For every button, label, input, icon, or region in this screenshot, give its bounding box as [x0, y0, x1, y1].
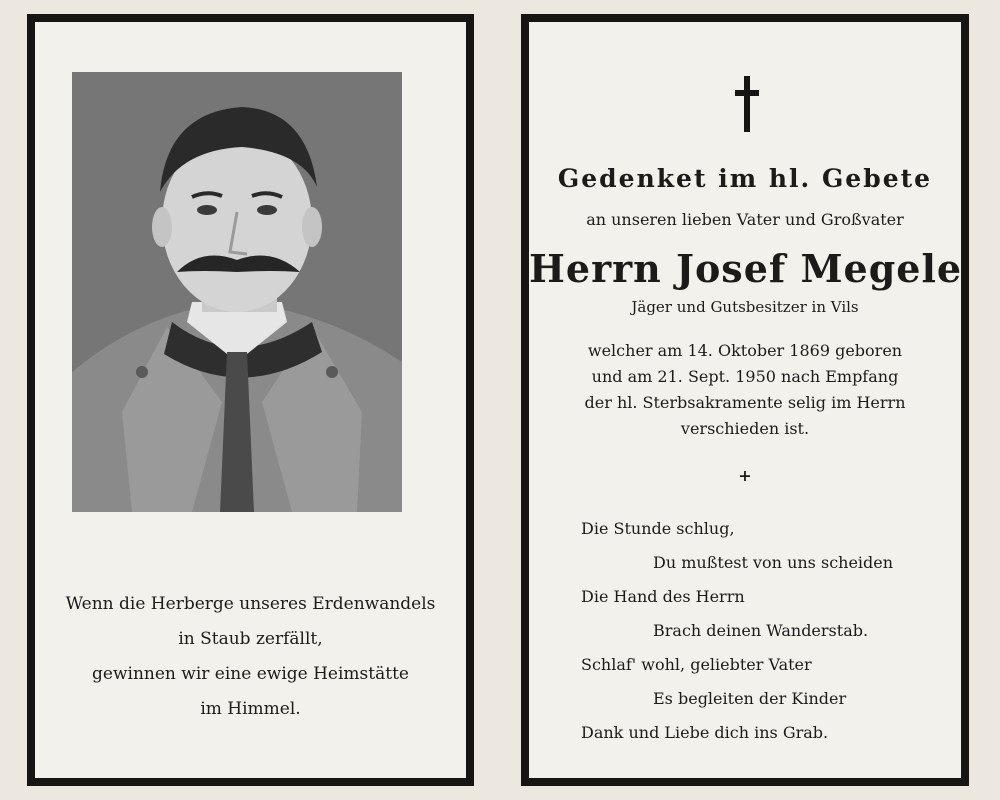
portrait-photo	[72, 72, 402, 512]
poem-line: Die Stunde schlug,	[581, 519, 735, 538]
left-card	[27, 14, 474, 786]
verse-line: Wenn die Herberge unseres Erdenwandels	[65, 594, 436, 614]
poem-line: Brach deinen Wanderstab.	[653, 621, 869, 640]
right-card	[521, 14, 969, 786]
heading: Gedenket im hl. Gebete	[557, 164, 933, 193]
occupation: Jäger und Gutsbesitzer in Vils	[631, 298, 859, 316]
poem-line: Du mußtest von uns scheiden	[653, 553, 894, 572]
biography	[529, 338, 961, 442]
poem-line: Schlaf' wohl, geliebter Vater	[581, 655, 812, 674]
cross-icon	[735, 76, 759, 132]
poem-line: Dank und Liebe dich ins Grab.	[581, 723, 829, 742]
subheading: an unseren lieben Vater und Großvater	[586, 210, 904, 229]
bio-line: der hl. Sterbsakramente selig im Herrn	[584, 393, 906, 412]
portrait-illustration	[72, 72, 402, 512]
memorial-verse	[35, 587, 466, 727]
verse-line: gewinnen wir eine ewige Heimstätte	[92, 664, 409, 684]
poem-line: Die Hand des Herrn	[581, 587, 745, 606]
bio-line: und am 21. Sept. 1950 nach Empfang	[591, 367, 899, 386]
bio-line: welcher am 14. Oktober 1869 geboren	[587, 341, 903, 360]
deceased-name: Herrn Josef Megele	[529, 246, 963, 291]
poem-line: Es begleiten der Kinder	[653, 689, 847, 708]
verse-line: in Staub zerfällt,	[178, 629, 323, 649]
small-cross-icon: +	[738, 466, 752, 485]
bio-line: verschieden ist.	[680, 419, 810, 438]
verse-line: im Himmel.	[200, 699, 301, 719]
poem	[581, 512, 893, 750]
